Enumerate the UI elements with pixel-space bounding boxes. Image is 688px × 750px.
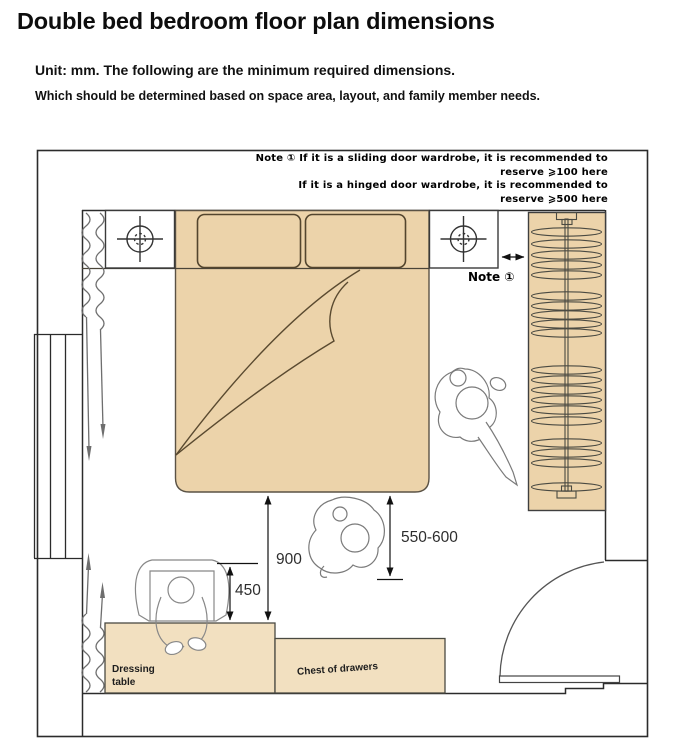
dimension-label-550-600: 550-600: [401, 529, 458, 546]
page-title: Double bed bedroom floor plan dimensions: [17, 8, 495, 34]
wardrobe-notes: [250, 152, 608, 206]
chest-of-drawers-label: Chest of drawers: [296, 661, 379, 678]
dimension-label-450: 450: [235, 582, 261, 599]
wardrobe-note-line: Note ① If it is a sliding door wardrobe, it is recommended to: [255, 153, 608, 164]
note-1-label: Note ①: [468, 270, 515, 284]
subtitle-unit: Unit: mm. The following are the minimum required dimensions.: [35, 62, 456, 78]
dressing-table-label-line2: table: [112, 677, 136, 688]
dimension-label-900: 900: [276, 551, 302, 568]
wardrobe-note-line: If it is a hinged door wardrobe, it is recommended to: [298, 180, 608, 192]
door-leaf: [500, 676, 620, 683]
pillow-left: [198, 215, 301, 268]
wardrobe-note-line: reserve ⩾500 here: [500, 193, 608, 205]
subtitle-note: Which should be determined based on space area, layout, and family member needs.: [35, 89, 540, 103]
dressing-table-label: [112, 663, 155, 689]
pillow-right: [306, 215, 406, 268]
dressing-table-label-line1: Dressing: [112, 664, 155, 675]
wardrobe-note-line: reserve ⩾100 here: [500, 166, 608, 178]
